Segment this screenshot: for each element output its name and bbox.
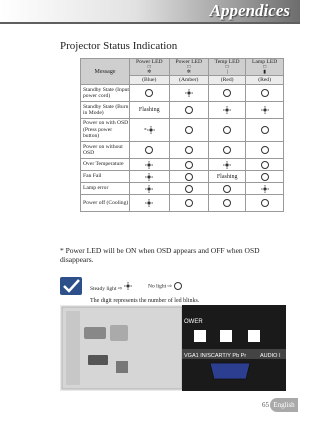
led-cell — [169, 183, 209, 195]
led-cell — [130, 142, 170, 159]
led-off-icon — [174, 282, 182, 290]
led-cell — [209, 102, 246, 119]
led-cell — [169, 119, 209, 142]
message-header: Message — [81, 59, 130, 85]
table-row — [81, 171, 284, 183]
legend-no-light: No light ⇨ — [148, 282, 182, 290]
led-cell — [130, 85, 170, 102]
language-tab: English — [270, 398, 298, 412]
led-cell — [169, 142, 209, 159]
led-cell: Flashing — [209, 171, 246, 183]
row-label: Power on with OSD (Press power button) — [81, 119, 130, 142]
row-label: Over Temperature — [81, 159, 130, 171]
table-header-row — [81, 59, 284, 76]
led-cell — [130, 171, 170, 183]
caption: The digit represents the number of led blinks. — [90, 298, 200, 304]
led-icon: □ ✲ — [147, 65, 152, 75]
row-label: Lamp error — [81, 183, 130, 195]
table-row — [81, 183, 284, 195]
photo-label-audio: AUDIO I — [260, 353, 281, 359]
column-color: (Blue) — [130, 76, 170, 85]
led-cell — [246, 171, 284, 183]
led-cell — [246, 183, 284, 195]
row-label: Power on without OSD — [81, 142, 130, 159]
led-cell — [246, 102, 284, 119]
header-rule — [0, 22, 300, 24]
led-cell — [130, 159, 170, 171]
row-label: Standby State (Input power cord) — [81, 85, 130, 102]
column-header: Lamp LED □ ▮ — [246, 59, 284, 76]
legend-steady: Steady light ⇨ — [90, 282, 132, 292]
status-table — [80, 58, 284, 212]
column-header: Temp LED □ | — [209, 59, 246, 76]
led-cell — [209, 183, 246, 195]
row-label: Fan Fail — [81, 171, 130, 183]
section-title: Projector Status Indication — [60, 40, 178, 52]
led-cell — [169, 102, 209, 119]
led-cell — [209, 119, 246, 142]
column-color: (Red) — [246, 76, 284, 85]
led-cell — [169, 85, 209, 102]
table-row — [81, 159, 284, 171]
column-header: Power LED □ ✲ — [130, 59, 170, 76]
row-label: Standby State (Burn in Mode) — [81, 102, 130, 119]
led-cell — [246, 195, 284, 212]
led-cell — [130, 195, 170, 212]
led-cell: Flashing — [130, 102, 170, 119]
led-cell — [209, 85, 246, 102]
page-header-title: Appendices — [209, 1, 290, 20]
led-icon: □ ▮ — [263, 65, 267, 75]
column-header: Power LED □ ✲ — [169, 59, 209, 76]
led-cell — [169, 159, 209, 171]
led-cell — [209, 195, 246, 212]
page-number: 65 — [262, 401, 269, 409]
table-row — [81, 85, 284, 102]
led-icon: □ ✲ — [186, 65, 191, 75]
led-cell: * — [130, 119, 170, 142]
led-cell — [209, 142, 246, 159]
led-on-icon — [124, 282, 132, 290]
led-cell — [246, 85, 284, 102]
table-body — [81, 85, 284, 212]
led-cell — [246, 142, 284, 159]
photo-label-ports: VGA1 IN/SCART/Y Pb Pr — [184, 353, 247, 359]
column-color: (Amber) — [169, 76, 209, 85]
led-cell — [130, 183, 170, 195]
led-cell — [169, 171, 209, 183]
table-row — [81, 195, 284, 212]
photo-label-power: OWER — [184, 319, 203, 325]
column-color: (Red) — [209, 76, 246, 85]
table-row — [81, 102, 284, 119]
led-cell — [209, 159, 246, 171]
led-cell — [246, 119, 284, 142]
check-icon — [60, 277, 82, 295]
led-icon: □ | — [225, 65, 229, 75]
led-cell — [169, 195, 209, 212]
row-label: Power off (Cooling) — [81, 195, 130, 212]
footnote: * Power LED will be ON when OSD appears and OFF when OSD disappears. — [60, 246, 260, 264]
projector-panel-photo — [60, 305, 286, 391]
led-cell — [246, 159, 284, 171]
table-row — [81, 119, 284, 142]
table-row — [81, 142, 284, 159]
